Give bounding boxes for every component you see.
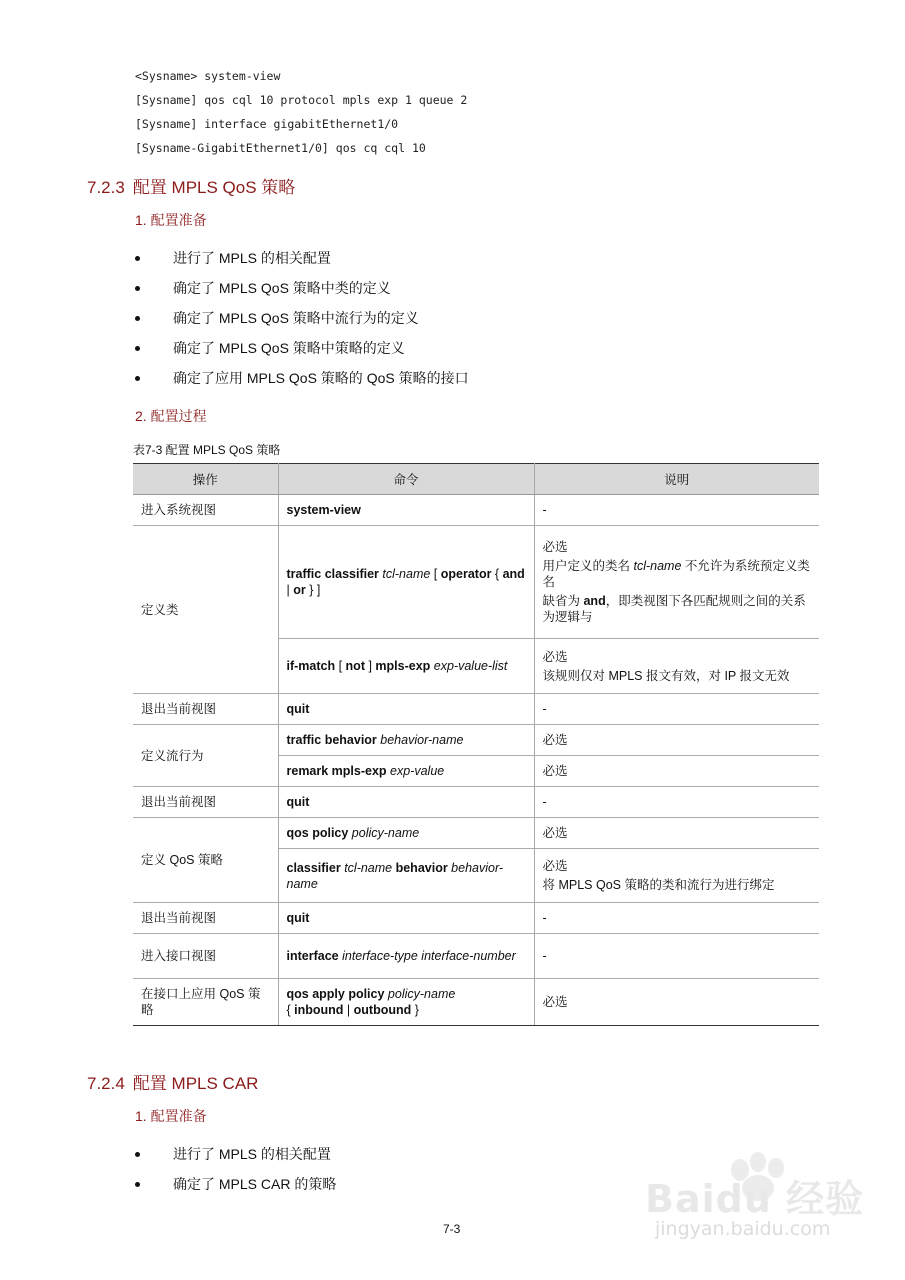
command-table [133, 463, 819, 1026]
section-heading-724 [87, 1069, 258, 1094]
op-cell: 定义流行为 [133, 725, 278, 787]
table-row [133, 979, 819, 1026]
section-heading-723 [87, 173, 295, 198]
table-header-row [133, 464, 819, 495]
column-header: 命令 [278, 464, 534, 495]
desc-cell: 必选 将 MPLS QoS 策略的类和流行为进行绑定 [534, 849, 819, 903]
desc-cell: 必选 [534, 979, 819, 1026]
cmd-cell: classifier tcl-name behavior behavior-name [278, 849, 534, 903]
table-caption: 表7-3 配置 MPLS QoS 策略 [133, 443, 281, 457]
watermark-brand: Baidu 经验 [645, 1177, 865, 1221]
code-line: [Sysname] qos cql 10 protocol mpls exp 1 queue 2 [135, 93, 468, 107]
op-cell: 定义类 [133, 526, 278, 694]
bullet-icon [135, 286, 140, 291]
code-block [135, 64, 467, 160]
table-row [133, 787, 819, 818]
bullet-icon [135, 316, 140, 321]
cmd-cell: qos apply policy policy-name { inbound | outbound } [278, 979, 534, 1026]
table-row [133, 818, 819, 849]
section-title: 配置 MPLS CAR [132, 1074, 259, 1093]
op-cell: 退出当前视图 [133, 903, 278, 934]
watermark-url: jingyan.baidu.com [655, 1218, 831, 1240]
table-row [133, 903, 819, 934]
list-item: 确定了 MPLS CAR 的策略 [135, 1169, 835, 1199]
desc-cell: 必选 [534, 756, 819, 787]
desc-cell: 必选 [534, 818, 819, 849]
cmd-cell: quit [278, 903, 534, 934]
subsection-heading: 1. 配置准备 [135, 212, 207, 228]
page-number: 7-3 [443, 1222, 461, 1236]
desc-cell: 必选 [534, 725, 819, 756]
cmd-cell: quit [278, 694, 534, 725]
code-line: [Sysname] interface gigabitEthernet1/0 [135, 117, 399, 131]
desc-cell: 必选 该规则仅对 MPLS 报文有效，对 IP 报文无效 [534, 639, 819, 694]
bullet-icon [135, 256, 140, 261]
subsection-heading: 2. 配置过程 [135, 408, 207, 424]
list-item: 进行了 MPLS 的相关配置 [135, 243, 835, 273]
op-cell: 定义 QoS 策略 [133, 818, 278, 903]
desc-cell: - [534, 694, 819, 725]
list-item: 进行了 MPLS 的相关配置 [135, 1139, 835, 1169]
desc-cell: - [534, 903, 819, 934]
table-row [133, 725, 819, 756]
cmd-cell: interface interface-type interface-number [278, 934, 534, 979]
list-item: 确定了 MPLS QoS 策略中策略的定义 [135, 333, 835, 363]
bullet-icon [135, 346, 140, 351]
op-cell: 进入接口视图 [133, 934, 278, 979]
cmd-cell: traffic behavior behavior-name [278, 725, 534, 756]
section-number: 7.2.4 [87, 1074, 125, 1093]
code-line: [Sysname-GigabitEthernet1/0] qos cq cql 10 [135, 141, 426, 155]
table-row [133, 495, 819, 526]
table-row [133, 694, 819, 725]
op-cell: 进入系统视图 [133, 495, 278, 526]
section-number: 7.2.3 [87, 178, 125, 197]
bullet-icon [135, 1152, 140, 1157]
bullet-icon [135, 1182, 140, 1187]
bullet-icon [135, 376, 140, 381]
desc-cell: - [534, 495, 819, 526]
table-row [133, 526, 819, 639]
desc-cell: 必选 用户定义的类名 tcl-name 不允许为系统预定义类名 缺省为 and，即类视图下各匹配规则之间的关系为逻辑与 [534, 526, 819, 639]
op-cell: 退出当前视图 [133, 787, 278, 818]
list-item: 确定了 MPLS QoS 策略中类的定义 [135, 273, 835, 303]
cmd-cell: traffic classifier tcl-name [ operator { and | or } ] [278, 526, 534, 639]
cmd-cell: quit [278, 787, 534, 818]
code-line: <Sysname> system-view [135, 69, 281, 83]
table-row [133, 934, 819, 979]
cmd-cell: system-view [278, 495, 534, 526]
op-cell: 在接口上应用 QoS 策略 [133, 979, 278, 1026]
column-header: 说明 [534, 464, 819, 495]
column-header: 操作 [133, 464, 278, 495]
subsection-heading: 1. 配置准备 [135, 1108, 207, 1124]
section-title: 配置 MPLS QoS 策略 [132, 178, 296, 197]
list-item: 确定了应用 MPLS QoS 策略的 QoS 策略的接口 [135, 363, 835, 393]
op-cell: 退出当前视图 [133, 694, 278, 725]
desc-cell: - [534, 787, 819, 818]
cmd-cell: if-match [ not ] mpls-exp exp-value-list [278, 639, 534, 694]
cmd-cell: qos policy policy-name [278, 818, 534, 849]
prep-list [135, 243, 835, 393]
cmd-cell: remark mpls-exp exp-value [278, 756, 534, 787]
desc-cell: - [534, 934, 819, 979]
list-item: 确定了 MPLS QoS 策略中流行为的定义 [135, 303, 835, 333]
